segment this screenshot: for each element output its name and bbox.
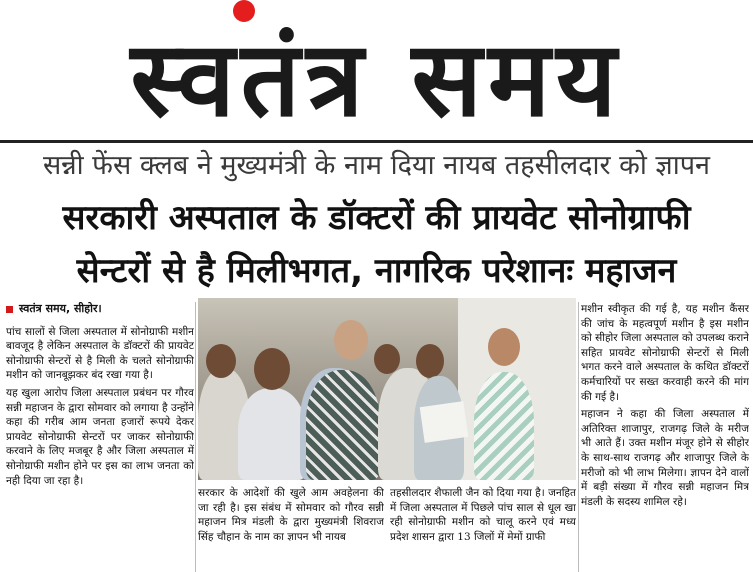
subheadline: सन्नी फेंस क्लब ने मुख्यमंत्री के नाम दिया नायब तहसीलदार को ज्ञापन xyxy=(42,150,711,181)
paragraph: मशीन स्वीकृत की गई है, यह मशीन कैंसर की जांच के महत्वपूर्ण मशीन है इस मशीन को सीहोर जिला अस्पताल को उपलब्ध कराने सहित प्रायवेट सोनोग्राफी सेन्टरों से मिली भगत करने वाले अस्पताल के कथित डॉक्टरों कर्मचारियों पर सख्त करवाही करने की मांग की गई है। xyxy=(581,303,749,403)
masthead-rule xyxy=(0,140,753,143)
masthead xyxy=(0,0,753,140)
photo-head xyxy=(374,344,400,374)
article-column-right xyxy=(581,302,749,572)
paragraph: पांच सालों से जिला अस्पताल में सोनोग्राफी मशीन बावजूद है लेकिन अस्पताल के डॉक्टरों की प्रायवेट सोनोग्राफी सेन्टरों से है मिली के चलते सोनोग्राफी मशीन को जानबूझकर बंद रखा गया है। xyxy=(6,325,194,382)
headline-line-2: सेन्टरों से है मिलीभगत, नागरिक परेशानः महाजन xyxy=(76,251,677,291)
headline-line-1: सरकारी अस्पताल के डॉक्टरों की प्रायवेट सोनोग्राफी xyxy=(62,198,691,238)
paragraph: तहसीलदार शैफाली जैन को दिया गया है। जनहित में जिला अस्पताल में पिछले पांच साल से धूल खा रही सोनोग्राफी मशीन को चालू करने एवं मध्य प्रदेश शासन द्वारा 13 जिलों में मेमों ग्राफी xyxy=(390,487,576,543)
photo-head xyxy=(416,344,444,378)
news-photo xyxy=(198,298,576,480)
photo-head xyxy=(488,328,520,366)
photo-head xyxy=(334,320,368,360)
article-column-middle-1 xyxy=(198,486,384,572)
byline-text: स्वतंत्र समय, सीहोर। xyxy=(19,302,102,315)
masthead-red-dot xyxy=(233,0,255,22)
photo-paper xyxy=(420,401,469,443)
photo-person xyxy=(238,388,306,480)
paragraph: सरकार के आदेशों की खुले आम अवहेलना की जा रही है। इस संबंध में सोमवार को गौरव सन्नी महाजन मित्र मंडली के द्वारा मुख्यमंत्री शिवराज सिंह चौहान के नाम का ज्ञापन भी नायब xyxy=(198,487,384,543)
photo-head xyxy=(206,344,236,378)
column-divider xyxy=(195,302,196,572)
article-column-left xyxy=(6,302,194,572)
column-divider xyxy=(578,302,579,572)
byline xyxy=(6,302,194,317)
article-column-middle-2 xyxy=(390,486,576,572)
newspaper-title: स्वतंत्र समय xyxy=(130,20,623,138)
photo-person xyxy=(306,370,380,480)
photo-person xyxy=(474,372,534,480)
paragraph: महाजन ने कहा की जिला अस्पताल में अतिरिक्त शाजापुर, राजगढ़ जिले के मरीज भी आते हैं। उक्त मशीन मंजूर होने से सीहोर के साथ-साथ राजगढ़ और शाजापुर जिले के मरीजो को भी लाभ मिलेगा। ज्ञापन देने वालों में बड़ी संख्या में गौरव सन्नी महाजन मित्र मंडली के सदस्य शामिल रहे। xyxy=(581,408,749,508)
byline-marker-icon xyxy=(6,306,13,313)
paragraph: यह खुला आरोप जिला अस्पताल प्रबंधन पर गौरव सन्नी महाजन के द्वारा सोमवार को लगाया है उन्होंने कहा की गरीब आम जनता हजारों रूपये देकर प्रायवेट सोनोग्राफी सेन्टरों पर जाकर सोनोग्राफी करवाने के लिए मजबूर है और जिला अस्पताल में सोनोग्राफी मशीन होने पर इस का लाभ जनता को नही दिया जा रहा है। xyxy=(6,386,194,487)
photo-head xyxy=(254,348,290,390)
